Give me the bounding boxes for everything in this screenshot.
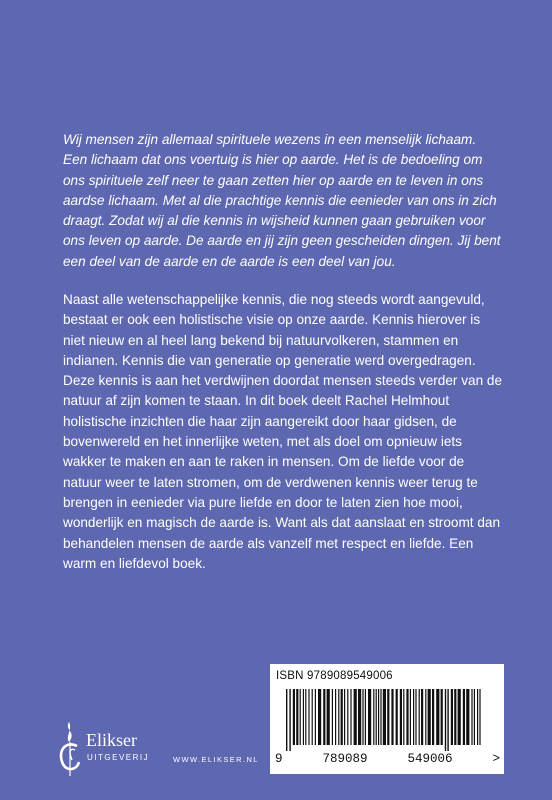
barcode-digits [275, 752, 500, 766]
barcode-digit-tail: > [492, 752, 500, 766]
isbn-barcode [270, 664, 504, 774]
publisher-imprint: UITGEVERIJ [87, 753, 150, 762]
back-cover-quote: Wij mensen zijn allemaal spirituele wezens in een menselijk lichaam. Een lichaam dat ons voertuig is hier op aarde. Het is de bedoeling om ons spirituele zelf neer te gaan zetten hier op aarde en te leven in ons aardse lichaam. Met al die prachtige kennis die eenieder van ons in zich draagt. Zodat wij al die kennis in wijsheid kunnen gaan gebruiken voor ons leven op aarde. De aarde en jij zijn geen gescheiden dingen. Jij bent een deel van de aarde en de aarde is een deel van jou. [63, 132, 501, 269]
barcode-bars [276, 689, 496, 751]
publisher-name: Elikser [86, 730, 137, 750]
book-description: Naast alle wetenschappelijke kennis, die nog steeds wordt aangevuld, bestaat er ook een holistische visie op onze aarde. Kennis hierover is niet nieuw en al heel lang bekend bij natuurvolkeren, stammen en indianen. Kennis die van generatie op generatie werd overgedragen. Deze kennis is aan het verdwijnen doordat mensen steeds verder van de natuur af zijn komen te staan. In dit boek deelt Rachel Helmhout holistische inzichten die haar zijn aangereikt door haar gidsen, de bovenwereld en het innerlijke weten, met als doel om opnieuw iets wakker te maken en aan te raken in mensen. Om de liefde voor de natuur weer te laten stromen, om de verdwenen kennis weer terug te brengen in eenieder via pure liefde en door te laten zien hoe mooi, wonderlijk en magisch de aarde is. Want als dat aanslaat en stroomt dan behandelen mensen de aarde als vanzelf met respect en liefde. Een warm en liefdevol boek. [63, 292, 503, 571]
barcode-digit-group-2: 549006 [407, 752, 453, 766]
publisher-emblem-icon [55, 720, 85, 778]
isbn-label: ISBN 9789089549006 [276, 670, 393, 682]
barcode-digit-lead: 9 [275, 752, 283, 766]
barcode-digit-group-1: 789089 [322, 752, 368, 766]
publisher-url: WWW.ELIKSER.NL [173, 755, 259, 764]
publisher-logo [55, 720, 195, 780]
